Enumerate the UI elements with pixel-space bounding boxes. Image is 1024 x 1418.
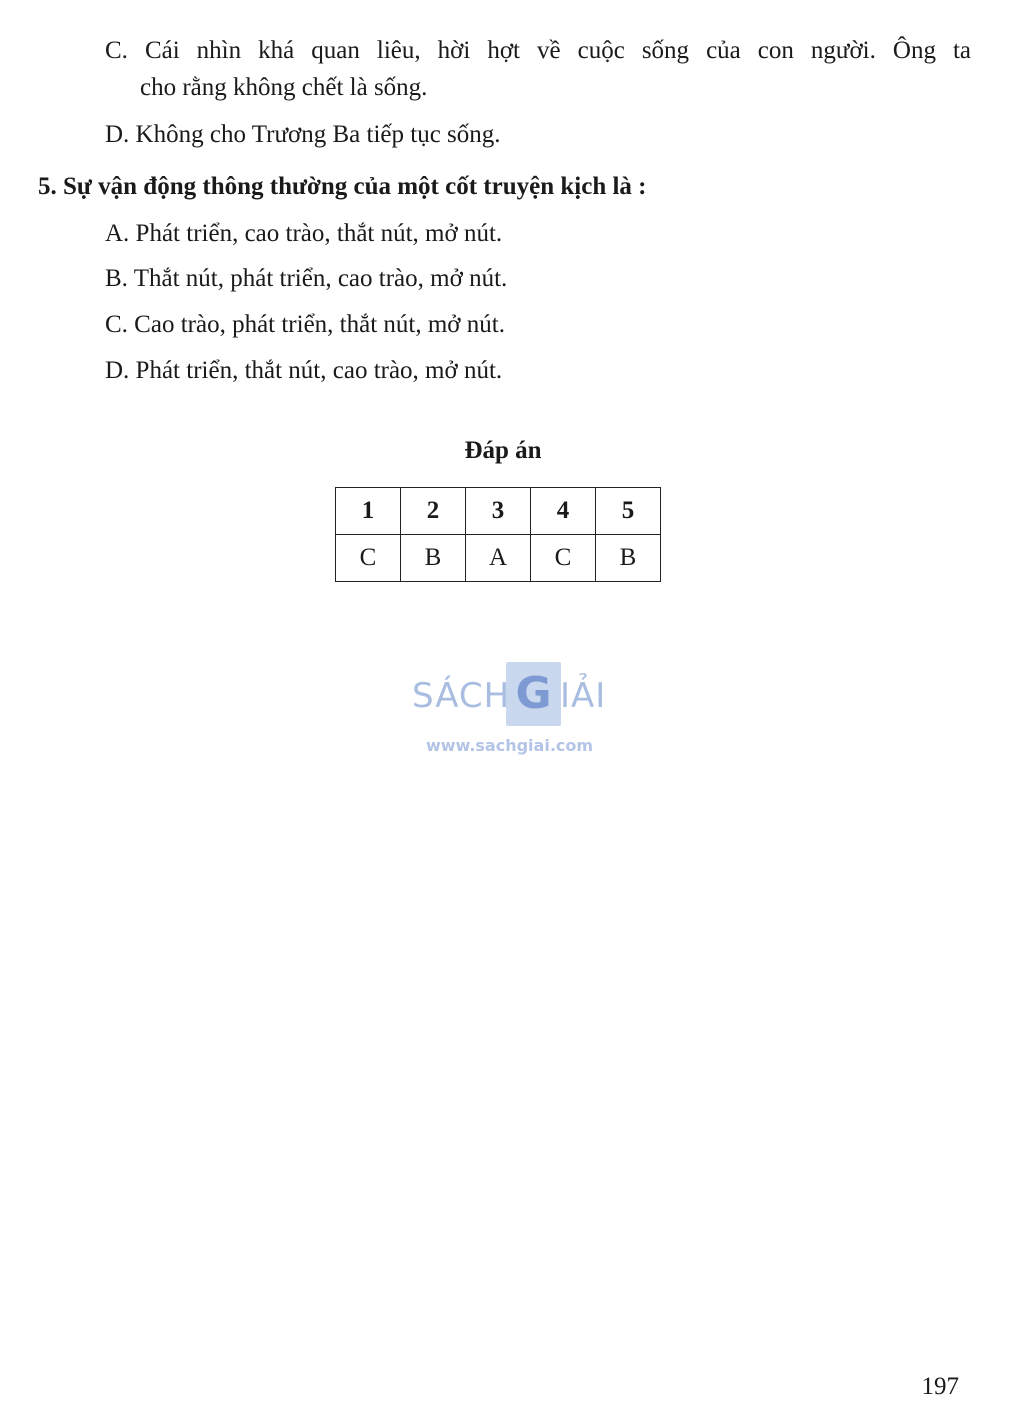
- answer-key-value-row: [336, 535, 661, 582]
- page-number: 197: [921, 1373, 959, 1400]
- question-number-cell: 2: [401, 488, 466, 535]
- question-number-cell: 1: [336, 488, 401, 535]
- question-number-cell: 3: [466, 488, 531, 535]
- answer-key-title: Đáp án: [464, 437, 542, 464]
- answer-cell: C: [531, 535, 596, 582]
- answer-key-number-row: [336, 488, 661, 535]
- question-5-option-c: C. Cao trào, phát triển, thắt nút, mở nút.: [105, 311, 505, 338]
- logo-letter-g: G: [515, 668, 552, 719]
- option-c-line-1: C. Cái nhìn khá quan liêu, hời hợt về cuộc sống của con người. Ông ta: [105, 37, 971, 64]
- option-d: D. Không cho Trương Ba tiếp tục sống.: [105, 121, 501, 148]
- answer-cell: A: [466, 535, 531, 582]
- question-number-cell: 5: [596, 488, 661, 535]
- answer-cell: B: [596, 535, 661, 582]
- answer-cell: C: [336, 535, 401, 582]
- answer-key-table: [335, 487, 661, 582]
- question-5-option-a: A. Phát triển, cao trào, thắt nút, mở nút.: [105, 220, 503, 247]
- question-5-option-d: D. Phát triển, thắt nút, cao trào, mở nút.: [105, 357, 503, 384]
- question-5-text: 5. Sự vận động thông thường của một cốt truyện kịch là :: [38, 173, 647, 200]
- answer-cell: B: [401, 535, 466, 582]
- option-c-line-2: cho rằng không chết là sống.: [140, 74, 428, 101]
- sachgiai-watermark-logo: [408, 660, 618, 760]
- question-number-cell: 4: [531, 488, 596, 535]
- question-5-option-b: B. Thắt nút, phát triển, cao trào, mở nút.: [105, 265, 508, 292]
- logo-text-left: SÁCH: [412, 676, 511, 716]
- logo-text-right: IẢI: [560, 676, 607, 716]
- logo-url: www.sachgiai.com: [426, 736, 594, 755]
